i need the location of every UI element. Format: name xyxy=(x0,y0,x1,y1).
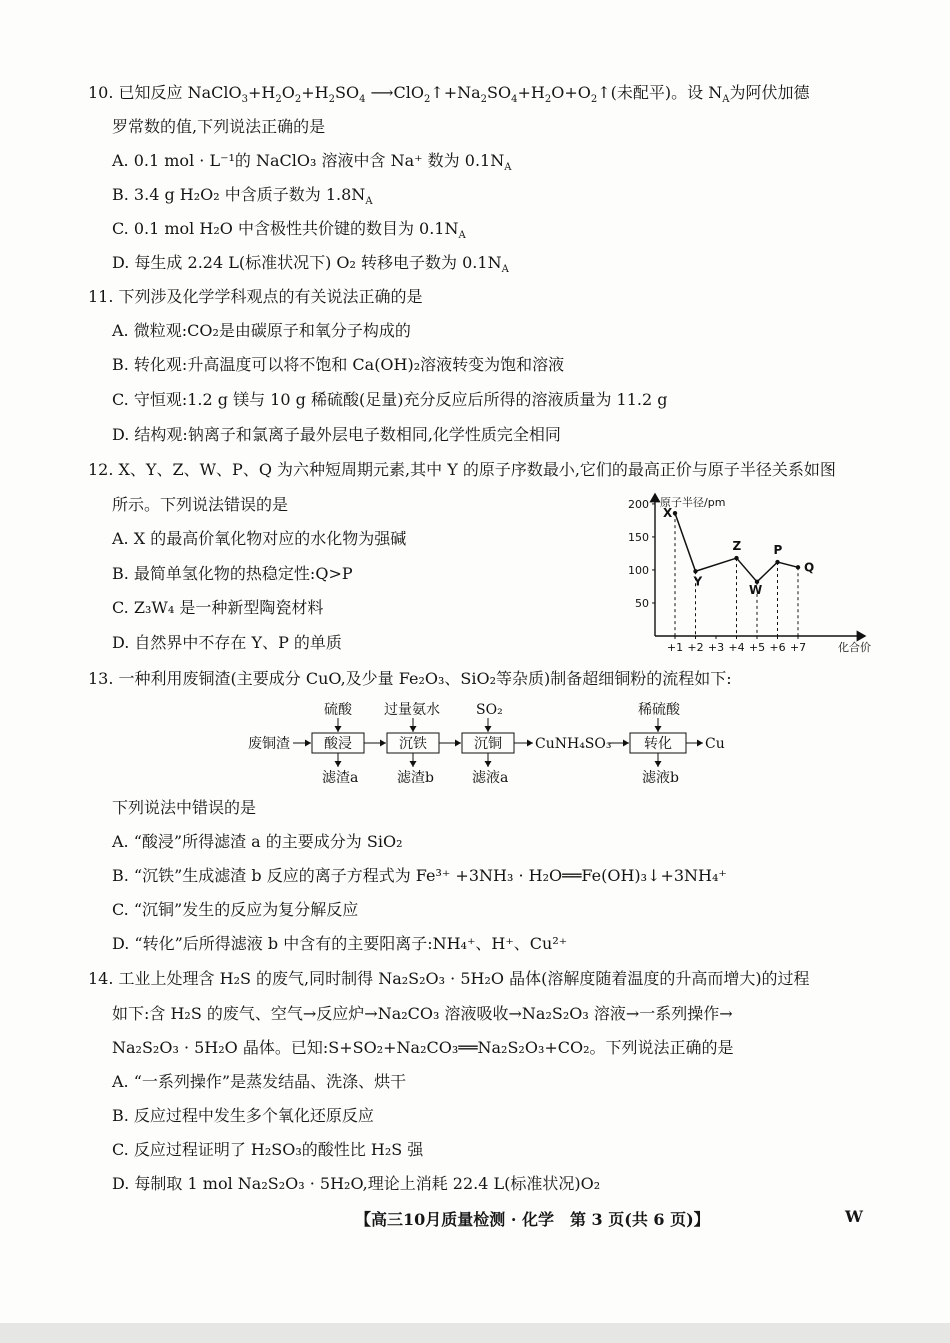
q14-option-c[interactable]: C. 反应过程证明了 H₂SO₃的酸性比 H₂S 强 xyxy=(112,1140,424,1159)
q10-stem: 10. 已知反应 $NaClO_3+H_2O_2+H_2SO_4$ $⟶ClO_2↑+Na_2SO_4+H_2O+O_2↑$(未配平)。设 $N_A$为阿伏加德 xyxy=(88,83,810,106)
q14-stem: 14. 工业上处理含 H₂S 的废气,同时制得 Na₂S₂O₃ · 5H₂O 晶体(溶解度随着温度的升高而增大)的过程 xyxy=(88,969,810,988)
q11-option-a[interactable]: A. 微粒观:CO₂是由碳原子和氧分子构成的 xyxy=(112,321,411,340)
x-tick-label: +7 xyxy=(789,641,807,654)
x-tick-label: +4 xyxy=(728,641,745,654)
flow-box-label: 沉铁 xyxy=(399,736,427,752)
flow-end: Cu xyxy=(705,736,725,752)
q10-option-d[interactable]: D. 每生成 2.24 L(标准状况下) O₂ 转移电子数为 $0.1N_A$ xyxy=(112,253,509,276)
y-tick-label: 50 xyxy=(635,596,649,610)
q11-stem: 11. 下列涉及化学学科观点的有关说法正确的是 xyxy=(88,287,423,306)
footer-title: 【高三10月质量检测 · 化学 第 3 页(共 6 页)】 xyxy=(355,1210,710,1229)
x-tick-label: +1 xyxy=(666,641,684,654)
data-point-Y xyxy=(693,569,697,573)
point-label-Q: Q xyxy=(804,560,815,575)
flow-output: 滤渣a xyxy=(322,770,359,786)
q14-option-d[interactable]: D. 每制取 1 mol Na₂S₂O₃ · 5H₂O,理论上消耗 22.4 L(标准状况)O₂ xyxy=(112,1174,601,1193)
x-axis-label: 化合价 xyxy=(838,641,871,654)
flow-input: 过量氨水 xyxy=(384,702,440,718)
q13-option-d[interactable]: D. “转化”后所得滤液 b 中含有的主要阳离子:NH₄⁺、H⁺、Cu²⁺ xyxy=(112,934,568,953)
flowchart xyxy=(248,700,738,792)
q14-option-b[interactable]: B. 反应过程中发生多个氧化还原反应 xyxy=(112,1106,374,1125)
flow-output: 滤液a xyxy=(472,770,509,786)
q13-option-b[interactable]: B. “沉铁”生成滤渣 b 反应的离子方程式为 Fe³⁺ +3NH₃ · H₂O══Fe(OH)₃↓+3NH₄⁺ xyxy=(112,866,727,885)
x-tick-label: +2 xyxy=(687,641,704,654)
q14-stem-line2: 如下:含 H₂S 的废气、空气→反应炉→Na₂CO₃ 溶液吸收→Na₂S₂O₃ 溶液→一系列操作→ xyxy=(112,1004,733,1023)
q13-option-c[interactable]: C. “沉铜”发生的反应为复分解反应 xyxy=(112,900,359,919)
y-axis-label: 原子半径/pm xyxy=(660,496,726,509)
q10-option-a[interactable]: A. 0.1 mol · L⁻¹的 NaClO₃ 溶液中含 Na⁺ 数为 $0.1N_A$ xyxy=(112,151,512,174)
q11-option-d[interactable]: D. 结构观:钠离子和氯离子最外层电子数相同,化学性质完全相同 xyxy=(112,425,561,444)
flow-input: 稀硫酸 xyxy=(638,702,680,718)
point-label-Y: Y xyxy=(693,574,703,589)
data-point-P xyxy=(775,560,779,564)
point-label-W: W xyxy=(749,582,763,597)
q12-option-a[interactable]: A. X 的最高价氧化物对应的水化物为强碱 xyxy=(112,529,407,548)
radius-valence-chart xyxy=(615,486,875,656)
point-label-X: X xyxy=(663,506,673,521)
point-label-Z: Z xyxy=(732,539,742,554)
flow-input: SO₂ xyxy=(476,702,503,718)
flow-box-label: 酸浸 xyxy=(324,736,352,752)
flow-mid: CuNH₄SO₃ xyxy=(535,736,612,752)
flow-output: 滤液b xyxy=(642,770,679,786)
q11-option-c[interactable]: C. 守恒观:1.2 g 镁与 10 g 稀硫酸(足量)充分反应后所得的溶液质量为 11.2 g xyxy=(112,390,668,409)
data-point-X xyxy=(673,511,677,515)
q14-stem-line3: Na₂S₂O₃ · 5H₂O 晶体。已知:S+SO₂+Na₂CO₃══Na₂S₂O₃+CO₂。下列说法正确的是 xyxy=(112,1038,734,1057)
data-point-Z xyxy=(734,556,738,560)
flow-output: 滤渣b xyxy=(397,770,434,786)
q11-option-b[interactable]: B. 转化观:升高温度可以将不饱和 Ca(OH)₂溶液转变为饱和溶液 xyxy=(112,355,565,374)
point-label-P: P xyxy=(773,543,783,558)
q12-option-d[interactable]: D. 自然界中不存在 Y、P 的单质 xyxy=(112,633,342,652)
flow-input: 硫酸 xyxy=(324,702,352,718)
flow-box-label: 沉铜 xyxy=(474,736,502,752)
data-point-Q xyxy=(796,565,800,569)
y-tick-label: 150 xyxy=(628,530,649,544)
flow-box-label: 转化 xyxy=(644,736,672,752)
q13-stem: 13. 一种利用废铜渣(主要成分 CuO,及少量 Fe₂O₃、SiO₂等杂质)制备超细铜粉的流程如下: xyxy=(88,669,732,688)
x-tick-label: +5 xyxy=(748,641,766,654)
q14-option-a[interactable]: A. “一系列操作”是蒸发结晶、洗涤、烘干 xyxy=(112,1072,407,1091)
q10-option-c[interactable]: C. 0.1 mol H₂O 中含极性共价键的数目为 $0.1N_A$ xyxy=(112,219,466,242)
q12-stem: 12. X、Y、Z、W、P、Q 为六种短周期元素,其中 Y 的原子序数最小,它们的最高正价与原子半径关系如图 xyxy=(88,460,836,479)
footer-mark: W xyxy=(845,1207,863,1226)
y-tick-label: 200 xyxy=(628,497,649,511)
q13-option-a[interactable]: A. “酸浸”所得滤渣 a 的主要成分为 SiO₂ xyxy=(112,832,403,851)
q12-option-b[interactable]: B. 最简单氢化物的热稳定性:Q>P xyxy=(112,564,353,583)
x-tick-label: +6 xyxy=(769,641,786,654)
x-tick-label: +3 xyxy=(707,641,725,654)
q10-stem-line2: 罗常数的值,下列说法正确的是 xyxy=(112,117,326,136)
q10-option-b[interactable]: B. 3.4 g H₂O₂ 中含质子数为 $1.8N_A$ xyxy=(112,185,373,208)
y-tick-label: 100 xyxy=(628,563,649,577)
q12-option-c[interactable]: C. Z₃W₄ 是一种新型陶瓷材料 xyxy=(112,598,324,617)
scan-edge xyxy=(0,1323,950,1343)
q12-stem-line2: 所示。下列说法错误的是 xyxy=(112,495,289,514)
q13-stem-line2: 下列说法中错误的是 xyxy=(112,798,257,817)
flow-start: 废铜渣 xyxy=(248,736,290,752)
